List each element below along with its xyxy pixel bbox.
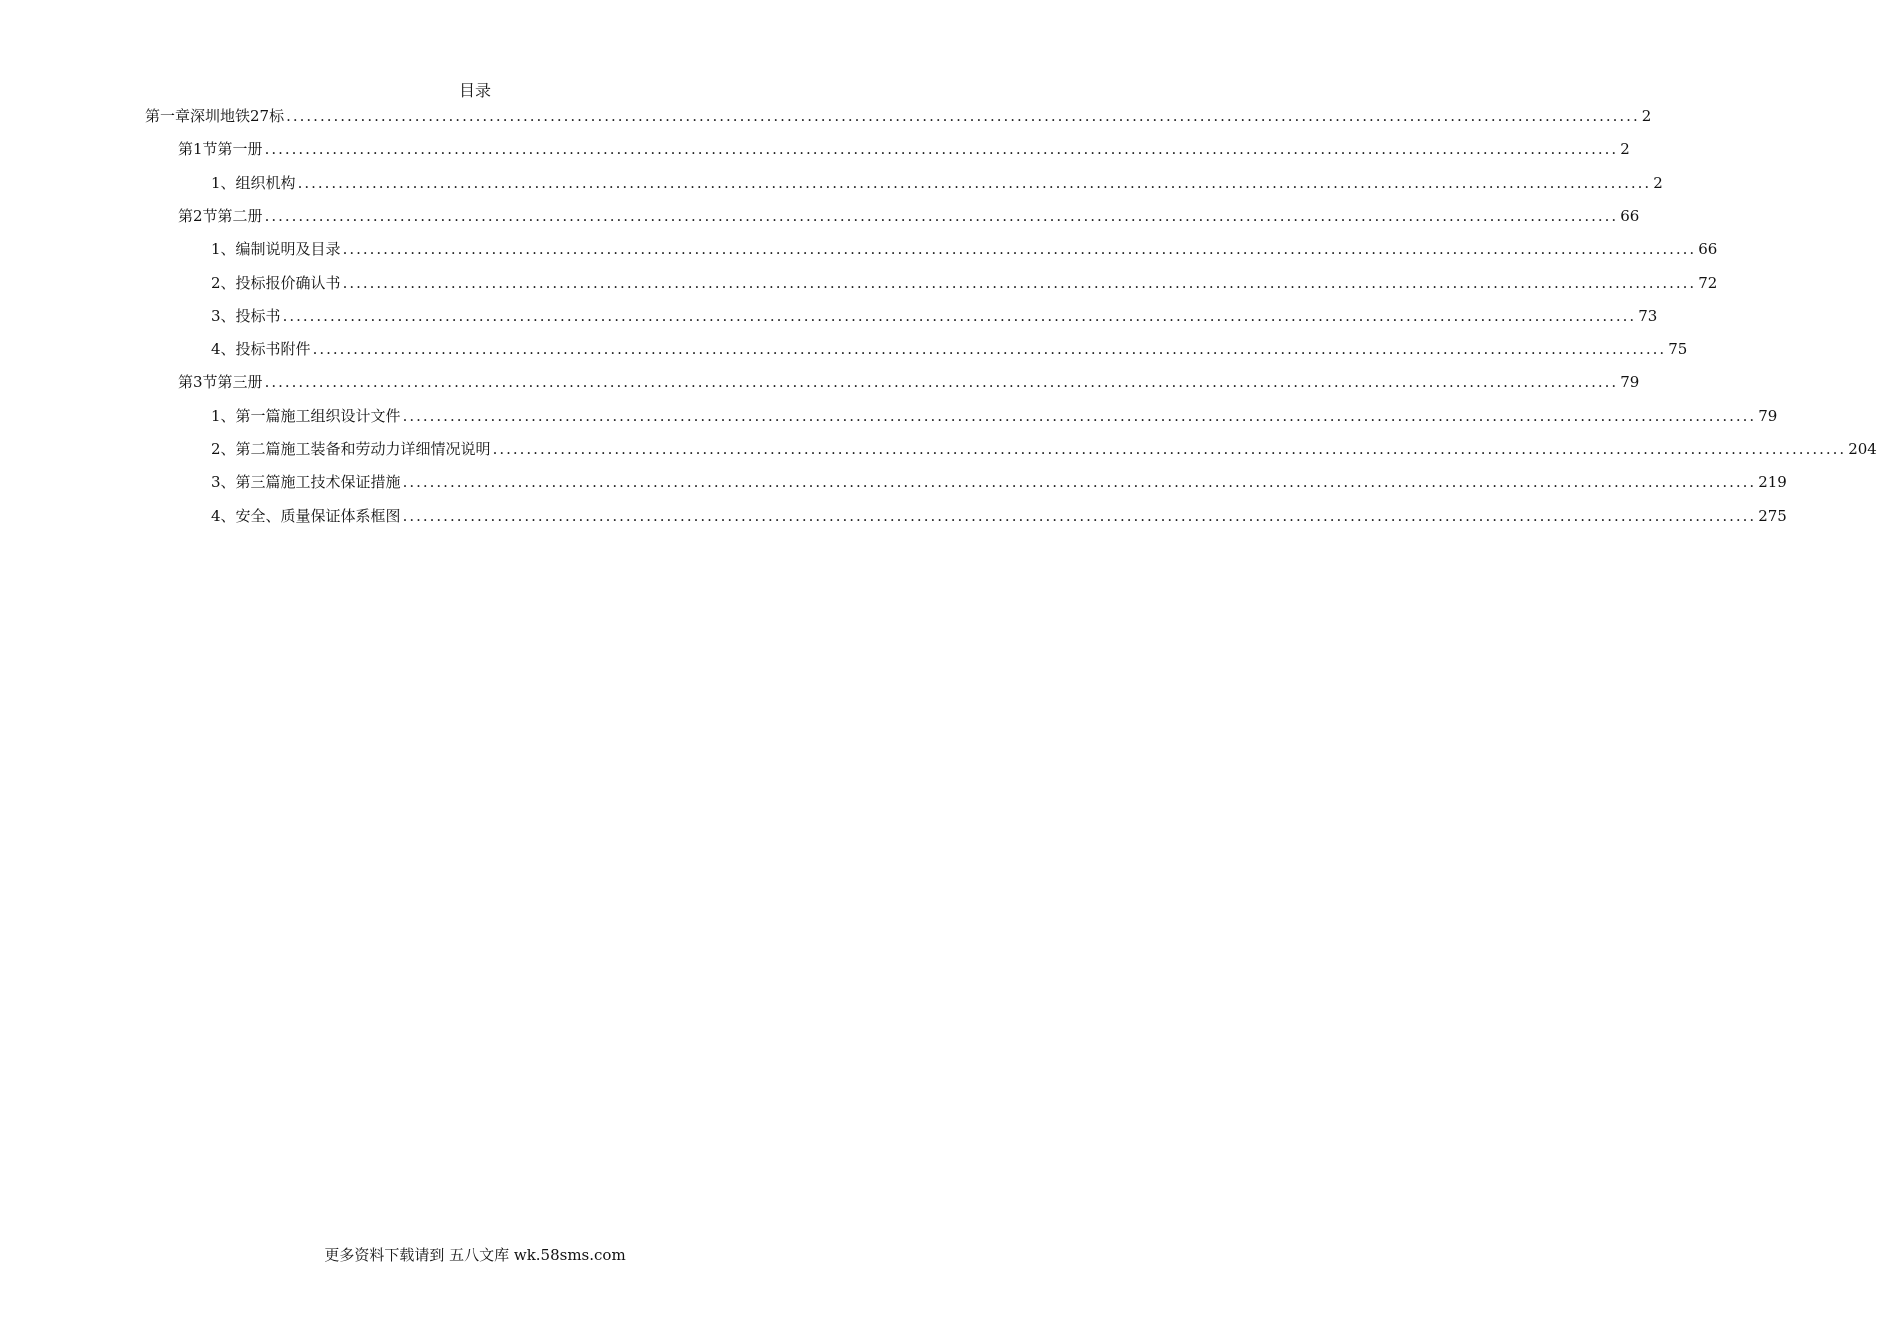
toc-entry-title: 投标书 <box>235 306 281 325</box>
toc-entry-title: 第二册 <box>217 206 263 225</box>
toc-entry-page-number: 72 <box>1698 273 1718 292</box>
toc-entry-number: 1、 <box>211 240 236 259</box>
toc-entry-page-number: 2 <box>1653 173 1663 192</box>
toc-entry[interactable] <box>211 272 1718 294</box>
toc-entry-number: 4、 <box>211 506 236 525</box>
toc-dot-leader: ........................................................................................................................................................................................................ <box>264 140 1619 159</box>
toc-entry-title: 深圳地铁27标 <box>190 107 285 125</box>
toc-entry-number: 第2节 <box>178 206 218 225</box>
toc-entry-page-number: 219 <box>1758 473 1787 492</box>
toc-entry-page-number: 66 <box>1698 240 1718 259</box>
toc-entry-page-number: 73 <box>1638 306 1658 325</box>
toc-entry-page-number: 75 <box>1668 340 1688 359</box>
toc-entry-title: 第三篇施工技术保证措施 <box>235 473 401 492</box>
toc-entry-page-number: 275 <box>1758 506 1787 525</box>
toc-dot-leader: ........................................................................................................................................................................................................ <box>264 206 1619 225</box>
toc-entry-number: 3、 <box>211 473 236 492</box>
toc-entry[interactable] <box>211 305 1658 327</box>
toc-entry-number: 第3节 <box>178 373 218 392</box>
toc-entry-title: 投标报价确认书 <box>235 273 341 292</box>
toc-dot-leader: ........................................................................................................................................................................................................ <box>264 373 1619 392</box>
page-title: 目录 <box>458 81 491 100</box>
toc-entry-number: 1、 <box>211 406 236 425</box>
toc-entry[interactable] <box>211 338 1688 360</box>
toc-entry-number: 4、 <box>211 340 236 359</box>
toc-entry[interactable] <box>211 505 1787 527</box>
toc-entry[interactable] <box>178 205 1640 227</box>
toc-entry[interactable] <box>145 105 1652 127</box>
toc-entry-page-number: 204 <box>1848 440 1877 458</box>
toc-entry-title: 第二篇施工装备和劳动力详细情况说明 <box>235 440 491 458</box>
toc-entry-title: 组织机构 <box>235 173 296 192</box>
toc-dot-leader: ........................................................................................................................................................................................................ <box>286 107 1640 125</box>
toc-dot-leader: ........................................................................................................................................................................................................ <box>297 173 1652 192</box>
toc-dot-leader: ........................................................................................................................................................................................................ <box>342 240 1697 259</box>
toc-entry[interactable] <box>178 371 1640 393</box>
toc-entry-title: 第三册 <box>217 373 263 392</box>
toc-entry-title: 投标书附件 <box>235 340 311 359</box>
toc-entry[interactable] <box>211 471 1787 493</box>
toc-dot-leader: ........................................................................................................................................................................................................ <box>342 273 1697 292</box>
toc-entry-page-number: 66 <box>1620 206 1640 225</box>
toc-entry[interactable] <box>178 138 1630 160</box>
toc-entry[interactable] <box>211 438 1877 460</box>
toc-entry-title: 第一册 <box>217 140 263 159</box>
toc-dot-leader: ........................................................................................................................................................................................................ <box>282 306 1637 325</box>
toc-entry-number: 2、 <box>211 273 236 292</box>
toc-entry-page-number: 79 <box>1620 373 1640 392</box>
toc-entry-number: 2、 <box>211 440 236 458</box>
toc-entry-number: 第1节 <box>178 140 218 159</box>
toc-entry-page-number: 2 <box>1641 107 1652 125</box>
toc-entry[interactable] <box>211 172 1663 194</box>
toc-dot-leader: ........................................................................................................................................................................................................ <box>492 440 1847 458</box>
toc-entry-title: 第一篇施工组织设计文件 <box>235 406 401 425</box>
toc-entry-page-number: 2 <box>1620 140 1630 159</box>
toc-entry-number: 3、 <box>211 306 236 325</box>
toc-entry-page-number: 79 <box>1758 406 1778 425</box>
toc-entry[interactable] <box>211 405 1778 427</box>
toc-entry-title: 编制说明及目录 <box>235 240 341 259</box>
toc-dot-leader: ........................................................................................................................................................................................................ <box>402 473 1757 492</box>
toc-dot-leader: ........................................................................................................................................................................................................ <box>312 340 1667 359</box>
toc-entry[interactable] <box>211 238 1718 260</box>
toc-dot-leader: ........................................................................................................................................................................................................ <box>402 406 1757 425</box>
toc-entry-number: 1、 <box>211 173 236 192</box>
toc-entry-number: 第一章 <box>145 107 191 125</box>
toc-dot-leader: ........................................................................................................................................................................................................ <box>402 506 1757 525</box>
footer-text: 更多资料下载请到 五八文库 wk.58sms.com <box>324 1246 626 1264</box>
toc-entry-title: 安全、质量保证体系框图 <box>235 506 401 525</box>
